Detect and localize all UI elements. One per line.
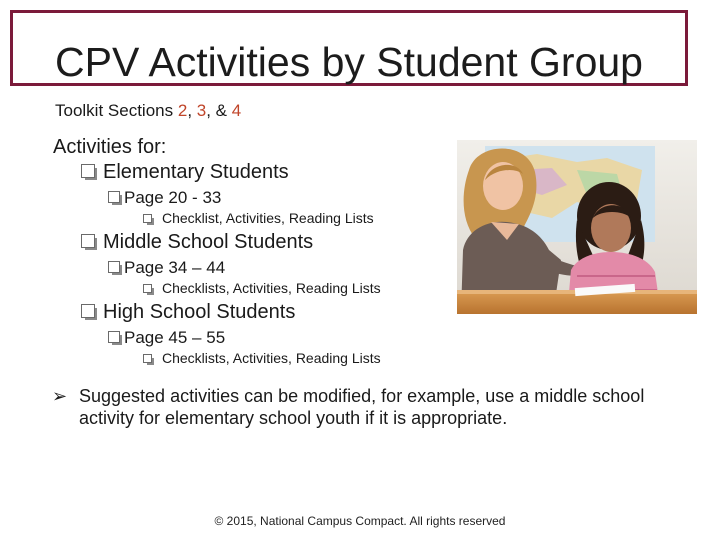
checkbox-bullet-icon [81, 164, 95, 178]
activities-heading: Activities for: [53, 136, 167, 158]
group-high-school-pages [108, 328, 225, 348]
group-label: High School Students [103, 301, 296, 323]
checkbox-bullet-icon [143, 354, 152, 363]
group-elementary-items [143, 210, 374, 227]
group-middle-school-items [143, 280, 381, 297]
checkbox-bullet-icon [143, 284, 152, 293]
copyright-footer: © 2015, National Campus Compact. All rights reserved [214, 514, 506, 528]
checkbox-bullet-icon [108, 261, 120, 273]
toolkit-sep-1: , [187, 101, 197, 120]
group-elementary [81, 161, 289, 183]
checkbox-bullet-icon [108, 331, 120, 343]
page-range: Page 20 - 33 [124, 188, 222, 207]
group-middle-school [81, 231, 313, 253]
checkbox-bullet-icon [108, 191, 120, 203]
toolkit-sep-2: , & [206, 101, 232, 120]
resource-list: Checklists, Activities, Reading Lists [162, 350, 381, 366]
toolkit-section-2: 2 [177, 101, 188, 120]
teacher-and-student-photo [457, 140, 697, 314]
page-range: Page 45 – 55 [124, 328, 226, 347]
resource-list: Checklist, Activities, Reading Lists [162, 210, 374, 226]
group-label: Middle School Students [103, 231, 314, 253]
checkbox-bullet-icon [81, 234, 95, 248]
arrow-bullet-icon: ➢ [52, 386, 68, 406]
group-high-school [81, 301, 295, 323]
checkbox-bullet-icon [143, 214, 152, 223]
group-high-school-items [143, 350, 381, 367]
resource-list: Checklists, Activities, Reading Lists [162, 280, 381, 296]
group-label: Elementary Students [103, 161, 289, 183]
group-middle-school-pages [108, 258, 225, 278]
title-box [10, 10, 688, 86]
toolkit-prefix: Toolkit Sections [55, 101, 178, 120]
page-range: Page 34 – 44 [124, 258, 226, 277]
toolkit-section-4: 4 [231, 101, 242, 120]
toolkit-section-3: 3 [196, 101, 207, 120]
toolkit-sections [55, 101, 241, 121]
suggestion-note: Suggested activities can be modified, for example, use a middle school activity for elementary school youth if it is appropriate. [79, 386, 645, 428]
checkbox-bullet-icon [81, 304, 95, 318]
slide-title: CPV Activities by Student Group [55, 39, 643, 85]
group-elementary-pages [108, 188, 221, 208]
